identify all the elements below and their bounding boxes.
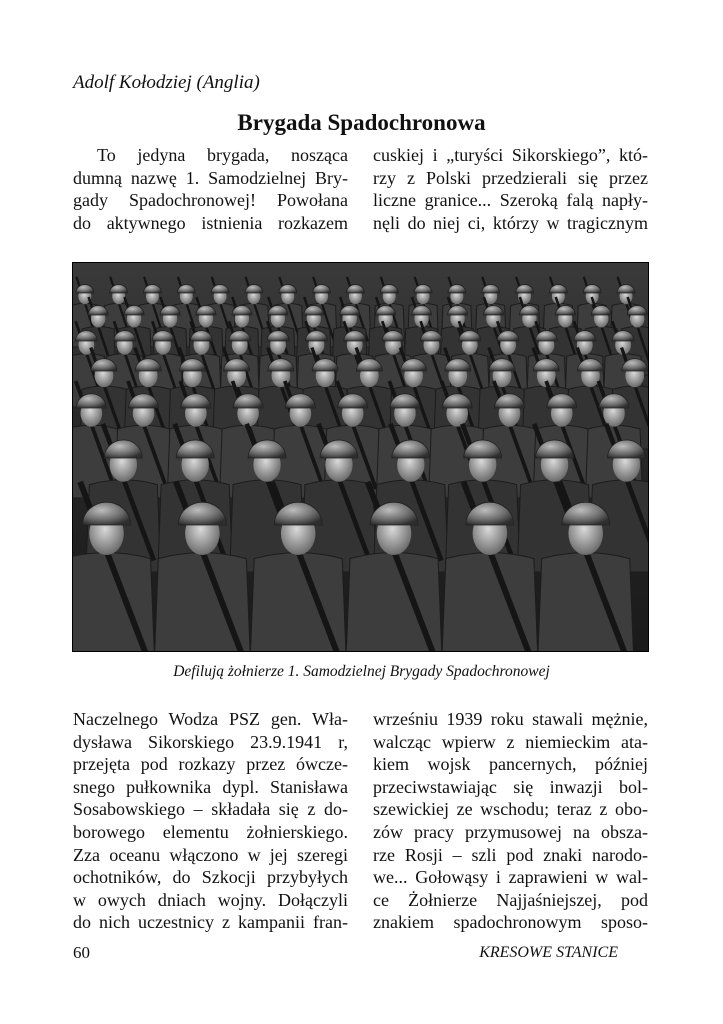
text-line: To jedyna brygada, nosząca — [97, 145, 348, 165]
text-line: Sosabowskiego – składała się z do- — [73, 799, 348, 820]
text-line: rze Rosji – szli pod znaki narodo- — [373, 844, 648, 865]
text-line: znakiem spadochronowym sposo- — [373, 912, 648, 933]
text-line: nęli do niej ci, którzy w tragicznym — [373, 212, 648, 233]
text-line: cuskiej i „turyści Sikorskiego”, któ- — [373, 145, 648, 165]
text-line: kiem wojsk pancernych, później — [373, 754, 648, 775]
text-line: przejęta pod rozkazy przez ówcze- — [73, 754, 348, 775]
text-column-bottom-left — [73, 708, 348, 934]
text-column-top-left — [73, 144, 348, 234]
text-line: Zza oceanu włączono w jej szeregi — [73, 844, 348, 865]
text-line: szewickiej ze wschodu; teraz z obo- — [373, 799, 648, 820]
text-line: dumną nazwę 1. Samodzielnej Bry- — [73, 167, 348, 188]
text-line: ochotników, do Szkocji przybyłych — [73, 867, 348, 888]
text-line: zów pracy przymusowej na obsza- — [373, 821, 648, 842]
text-line: wrześniu 1939 roku stawali mężnie, — [373, 709, 648, 729]
running-title: KRESOWE STANICE — [479, 944, 618, 961]
text-line: rzy z Polski przedzierali się przez — [373, 167, 648, 188]
text-line: Naczelnego Wodza PSZ gen. Wła- — [73, 709, 348, 729]
parade-photo — [72, 262, 649, 652]
text-line: ce Żołnierze Najjaśniejszej, pod — [373, 889, 648, 910]
text-line: do aktywnego istnienia rozkazem — [73, 212, 348, 233]
text-column-top-right — [373, 144, 648, 234]
soldiers-photo-illustration — [73, 263, 648, 651]
text-line: we... Gołowąsy i zaprawieni w wal- — [373, 867, 648, 888]
text-line: snego pułkownika dypl. Stanisława — [73, 776, 348, 797]
text-line: w owych dniach wojny. Dołączyli — [73, 889, 348, 910]
text-line: walcząc wpierw z niemieckim ata- — [373, 731, 648, 752]
text-line: do nich uczestnicy z kampanii fran- — [73, 912, 348, 933]
page-number: 60 — [73, 943, 90, 962]
author-line: Adolf Kołodziej (Anglia) — [73, 72, 260, 93]
text-line: liczne granice... Szeroką falą napły- — [373, 190, 648, 211]
photo-caption: Defilują żołnierze 1. Samodzielnej Brygady Spadochronowej — [173, 663, 550, 680]
article-title: Brygada Spadochronowa — [237, 110, 486, 135]
text-line: przeciwstawiając się inwazji bol- — [373, 776, 648, 797]
text-column-bottom-right — [373, 708, 648, 934]
text-line: borowego elementu żołnierskiego. — [73, 821, 348, 842]
text-line: dysława Sikorskiego 23.9.1941 r, — [73, 731, 348, 752]
text-line: gady Spadochronowej! Powołana — [73, 190, 348, 211]
